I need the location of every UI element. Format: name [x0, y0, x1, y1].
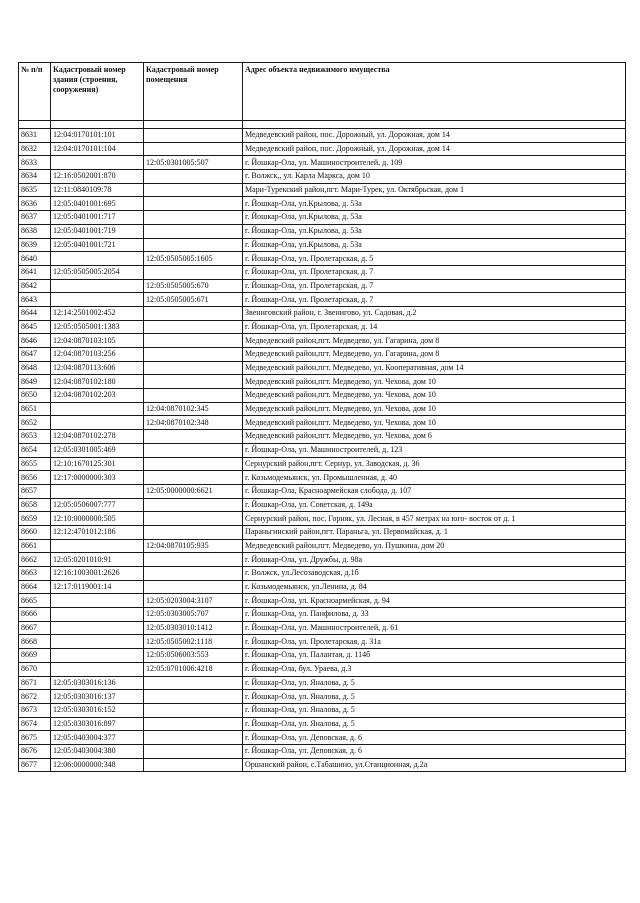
room-cadastral-cell: 12:05:0301005:507 — [144, 156, 243, 170]
address-cell: Медведевский район,пгт. Медведево, ул. Пушкина, дом 20 — [243, 539, 626, 553]
table-row — [19, 334, 626, 348]
building-cadastral-cell: 12:17:0000000:303 — [51, 471, 144, 485]
building-cadastral-cell — [51, 635, 144, 649]
address-cell: г. Йошкар-Ола, ул. Палантая, д. 114б — [243, 649, 626, 663]
table-row — [19, 580, 626, 594]
row-number-cell: 8636 — [19, 197, 51, 211]
room-cadastral-cell — [144, 183, 243, 197]
document-page — [18, 62, 625, 772]
building-cadastral-cell: 12:05:0303016:136 — [51, 676, 144, 690]
address-cell: Звениговский район, г. Звенигово, ул. Садовая, д.2 — [243, 306, 626, 320]
row-number-cell: 8648 — [19, 361, 51, 375]
building-cadastral-cell: 12:16:1003001:2626 — [51, 567, 144, 581]
address-cell: Медведевский район, пос. Дорожный, ул. Дорожная, дом 14 — [243, 129, 626, 143]
room-cadastral-cell: 12:05:0506003:553 — [144, 649, 243, 663]
room-cadastral-cell — [144, 306, 243, 320]
address-cell: г. Йошкар-Ола, ул. Яналова, д. 5 — [243, 703, 626, 717]
room-cadastral-cell — [144, 129, 243, 143]
table-row — [19, 471, 626, 485]
address-cell: г. Йошкар-Ола, ул. Деповская, д. 6 — [243, 731, 626, 745]
row-number-cell: 8677 — [19, 758, 51, 772]
table-row — [19, 457, 626, 471]
row-number-cell: 8637 — [19, 211, 51, 225]
row-number-cell: 8675 — [19, 731, 51, 745]
building-cadastral-cell: 12:05:0303016:897 — [51, 717, 144, 731]
spacer-row — [19, 121, 626, 129]
address-cell: г. Волжск,, ул. Карла Маркса, дом 10 — [243, 170, 626, 184]
room-cadastral-cell — [144, 389, 243, 403]
row-number-cell: 8656 — [19, 471, 51, 485]
address-cell: г. Йошкар-Ола, бул. Ураева, д.3 — [243, 662, 626, 676]
address-cell: Медведевский район,пгт. Медведево, ул. Гагарина, дом 8 — [243, 334, 626, 348]
building-cadastral-cell: 12:04:0870102:180 — [51, 375, 144, 389]
room-cadastral-cell — [144, 320, 243, 334]
row-number-cell: 8662 — [19, 553, 51, 567]
address-cell: Медведевский район,пгт. Медведево, ул. Чехова, дом 10 — [243, 416, 626, 430]
address-cell: г. Йошкар-Ола, ул.Крылова, д. 53а — [243, 238, 626, 252]
row-number-cell: 8640 — [19, 252, 51, 266]
room-cadastral-cell — [144, 553, 243, 567]
room-cadastral-cell: 12:05:0505005:1605 — [144, 252, 243, 266]
address-cell: г. Волжск, ул.Лесозаводская, д.1б — [243, 567, 626, 581]
row-number-cell: 8672 — [19, 690, 51, 704]
address-cell: г. Йошкар-Ола, ул. Машиностроителей, д. 123 — [243, 443, 626, 457]
table-row — [19, 717, 626, 731]
table-row — [19, 703, 626, 717]
building-cadastral-cell: 12:06:0000000:348 — [51, 758, 144, 772]
row-number-cell: 8664 — [19, 580, 51, 594]
table-row — [19, 567, 626, 581]
room-cadastral-cell — [144, 170, 243, 184]
room-cadastral-cell: 12:05:0000000:6621 — [144, 484, 243, 498]
building-cadastral-cell — [51, 156, 144, 170]
room-cadastral-cell: 12:04:0870105:935 — [144, 539, 243, 553]
row-number-cell: 8638 — [19, 224, 51, 238]
row-number-cell: 8668 — [19, 635, 51, 649]
table-row — [19, 306, 626, 320]
table-row — [19, 731, 626, 745]
row-number-cell: 8666 — [19, 608, 51, 622]
table-row — [19, 348, 626, 362]
property-registry-table — [18, 62, 626, 772]
header-address: Адрес объекта недвижимого имущества — [243, 63, 626, 121]
table-header — [19, 63, 626, 121]
address-cell: Медведевский район,пгт. Медведево, ул. Кооперативная, дом 14 — [243, 361, 626, 375]
row-number-cell: 8661 — [19, 539, 51, 553]
row-number-cell: 8631 — [19, 129, 51, 143]
address-cell: г. Йошкар-Ола, ул. Дружбы, д. 98а — [243, 553, 626, 567]
room-cadastral-cell — [144, 731, 243, 745]
row-number-cell: 8663 — [19, 567, 51, 581]
address-cell: Медведевский район,пгт. Медведево, ул. Чехова, дом 6 — [243, 430, 626, 444]
header-row-number: № п/п — [19, 63, 51, 121]
building-cadastral-cell: 12:05:0403004:377 — [51, 731, 144, 745]
room-cadastral-cell: 12:04:0870102:345 — [144, 402, 243, 416]
table-row — [19, 252, 626, 266]
table-row — [19, 224, 626, 238]
address-cell: Медведевский район,пгт. Медведево, ул. Чехова, дом 10 — [243, 375, 626, 389]
address-cell: Медведевский район,пгт. Медведево, ул. Гагарина, дом 8 — [243, 348, 626, 362]
address-cell: г. Йошкар-Ола, ул. Советская, д. 149а — [243, 498, 626, 512]
room-cadastral-cell — [144, 238, 243, 252]
table-row — [19, 170, 626, 184]
building-cadastral-cell — [51, 484, 144, 498]
room-cadastral-cell: 12:05:0505005:671 — [144, 293, 243, 307]
building-cadastral-cell — [51, 662, 144, 676]
room-cadastral-cell: 12:04:0870102:348 — [144, 416, 243, 430]
room-cadastral-cell — [144, 197, 243, 211]
building-cadastral-cell: 12:05:0303016:137 — [51, 690, 144, 704]
address-cell: г. Йошкар-Ола, ул. Пролетарская, д. 7 — [243, 279, 626, 293]
room-cadastral-cell — [144, 142, 243, 156]
row-number-cell: 8655 — [19, 457, 51, 471]
table-row — [19, 443, 626, 457]
table-row — [19, 690, 626, 704]
building-cadastral-cell: 12:10:0000000:505 — [51, 512, 144, 526]
row-number-cell: 8641 — [19, 265, 51, 279]
address-cell: Медведевский район,пгт. Медведево, ул. Чехова, дом 10 — [243, 402, 626, 416]
address-cell: г. Йошкар-Ола, ул. Машиностроителей, д. 109 — [243, 156, 626, 170]
row-number-cell: 8639 — [19, 238, 51, 252]
building-cadastral-cell: 12:05:0403004:380 — [51, 744, 144, 758]
row-number-cell: 8667 — [19, 621, 51, 635]
address-cell: г. Йошкар-Ола, ул. Пролетарская, д. 5 — [243, 252, 626, 266]
spacer-cell — [51, 121, 144, 129]
building-cadastral-cell: 12:05:0303016:152 — [51, 703, 144, 717]
table-row — [19, 320, 626, 334]
table-row — [19, 129, 626, 143]
row-number-cell: 8650 — [19, 389, 51, 403]
room-cadastral-cell — [144, 512, 243, 526]
spacer-cell — [144, 121, 243, 129]
building-cadastral-cell — [51, 539, 144, 553]
room-cadastral-cell — [144, 265, 243, 279]
address-cell: г. Козьмодемьянск, ул. Промышленная, д. 40 — [243, 471, 626, 485]
address-cell: Сернурский район, пос. Горняк, ул. Лесная, в 457 метрах на юго- восток от д. 1 — [243, 512, 626, 526]
row-number-cell: 8659 — [19, 512, 51, 526]
table-row — [19, 361, 626, 375]
room-cadastral-cell: 12:05:0505002:1118 — [144, 635, 243, 649]
row-number-cell: 8673 — [19, 703, 51, 717]
building-cadastral-cell: 12:17:0119001:14 — [51, 580, 144, 594]
row-number-cell: 8651 — [19, 402, 51, 416]
building-cadastral-cell — [51, 608, 144, 622]
room-cadastral-cell — [144, 525, 243, 539]
building-cadastral-cell: 12:05:0505005:2054 — [51, 265, 144, 279]
room-cadastral-cell — [144, 758, 243, 772]
table-row — [19, 758, 626, 772]
address-cell: г. Йошкар-Ола, ул. Яналова, д. 5 — [243, 690, 626, 704]
room-cadastral-cell — [144, 457, 243, 471]
row-number-cell: 8632 — [19, 142, 51, 156]
room-cadastral-cell — [144, 471, 243, 485]
room-cadastral-cell: 12:05:0203004:3107 — [144, 594, 243, 608]
table-row — [19, 594, 626, 608]
row-number-cell: 8654 — [19, 443, 51, 457]
building-cadastral-cell — [51, 293, 144, 307]
room-cadastral-cell — [144, 676, 243, 690]
room-cadastral-cell — [144, 580, 243, 594]
table-row — [19, 293, 626, 307]
row-number-cell: 8660 — [19, 525, 51, 539]
address-cell: г. Йошкар-Ола, ул. Машиностроителей, д. 61 — [243, 621, 626, 635]
room-cadastral-cell — [144, 703, 243, 717]
address-cell: г. Йошкар-Ола, ул. Пролетарская, д. 14 — [243, 320, 626, 334]
table-row — [19, 539, 626, 553]
building-cadastral-cell: 12:05:0505001:1383 — [51, 320, 144, 334]
room-cadastral-cell — [144, 211, 243, 225]
address-cell: г. Йошкар-Ола, ул.Крылова, д. 53а — [243, 211, 626, 225]
room-cadastral-cell: 12:05:0701006:4218 — [144, 662, 243, 676]
address-cell: г. Йошкар-Ола, ул. Пролетарская, д. 31а — [243, 635, 626, 649]
table-row — [19, 744, 626, 758]
row-number-cell: 8669 — [19, 649, 51, 663]
building-cadastral-cell: 12:04:0870102:203 — [51, 389, 144, 403]
building-cadastral-cell: 12:04:0870103:105 — [51, 334, 144, 348]
room-cadastral-cell — [144, 744, 243, 758]
row-number-cell: 8671 — [19, 676, 51, 690]
table-row — [19, 676, 626, 690]
building-cadastral-cell: 12:05:0506007:777 — [51, 498, 144, 512]
room-cadastral-cell — [144, 334, 243, 348]
room-cadastral-cell — [144, 443, 243, 457]
address-cell: Оршанский район, с.Табашино, ул.Станционная, д.2а — [243, 758, 626, 772]
building-cadastral-cell: 12:12:4701012:186 — [51, 525, 144, 539]
table-row — [19, 265, 626, 279]
address-cell: Сернурский район,пгт. Сернур, ул. Заводская, д. 36 — [243, 457, 626, 471]
row-number-cell: 8670 — [19, 662, 51, 676]
building-cadastral-cell: 12:04:0870103:256 — [51, 348, 144, 362]
address-cell: г. Йошкар-Ола, ул. Яналова, д. 5 — [243, 717, 626, 731]
table-row — [19, 402, 626, 416]
building-cadastral-cell: 12:04:0170101:101 — [51, 129, 144, 143]
table-row — [19, 156, 626, 170]
building-cadastral-cell — [51, 416, 144, 430]
row-number-cell: 8657 — [19, 484, 51, 498]
table-row — [19, 389, 626, 403]
room-cadastral-cell — [144, 717, 243, 731]
address-cell: г. Йошкар-Ола, ул. Панфилова, д. 33 — [243, 608, 626, 622]
building-cadastral-cell: 12:05:0401001:695 — [51, 197, 144, 211]
table-row — [19, 608, 626, 622]
table-row — [19, 498, 626, 512]
building-cadastral-cell: 12:14:2501002:452 — [51, 306, 144, 320]
room-cadastral-cell — [144, 361, 243, 375]
address-cell: г. Йошкар-Ола, Красноармейская слобода, д. 107 — [243, 484, 626, 498]
building-cadastral-cell: 12:04:0870113:606 — [51, 361, 144, 375]
room-cadastral-cell — [144, 567, 243, 581]
table-row — [19, 375, 626, 389]
table-row — [19, 279, 626, 293]
row-number-cell: 8676 — [19, 744, 51, 758]
table-row — [19, 649, 626, 663]
building-cadastral-cell: 12:16:0502001:870 — [51, 170, 144, 184]
row-number-cell: 8649 — [19, 375, 51, 389]
building-cadastral-cell: 12:05:0401001:721 — [51, 238, 144, 252]
building-cadastral-cell: 12:05:0201010:91 — [51, 553, 144, 567]
address-cell: г. Козьмодемьянск, ул.Ленина, д. 84 — [243, 580, 626, 594]
table-row — [19, 197, 626, 211]
row-number-cell: 8646 — [19, 334, 51, 348]
row-number-cell: 8634 — [19, 170, 51, 184]
building-cadastral-cell — [51, 649, 144, 663]
row-number-cell: 8635 — [19, 183, 51, 197]
table-row — [19, 621, 626, 635]
table-row — [19, 416, 626, 430]
row-number-cell: 8642 — [19, 279, 51, 293]
row-number-cell: 8652 — [19, 416, 51, 430]
building-cadastral-cell: 12:04:0170101:104 — [51, 142, 144, 156]
room-cadastral-cell — [144, 690, 243, 704]
table-row — [19, 662, 626, 676]
row-number-cell: 8665 — [19, 594, 51, 608]
table-row — [19, 430, 626, 444]
room-cadastral-cell: 12:05:0505005:670 — [144, 279, 243, 293]
building-cadastral-cell — [51, 252, 144, 266]
building-cadastral-cell: 12:11:0840109:78 — [51, 183, 144, 197]
building-cadastral-cell: 12:05:0401001:717 — [51, 211, 144, 225]
address-cell: Медведевский район,пгт. Медведево, ул. Чехова, дом 10 — [243, 389, 626, 403]
building-cadastral-cell: 12:05:0301005:469 — [51, 443, 144, 457]
row-number-cell: 8643 — [19, 293, 51, 307]
building-cadastral-cell — [51, 594, 144, 608]
address-cell: г. Йошкар-Ола, ул. Пролетарская, д. 7 — [243, 293, 626, 307]
address-cell: Медведевский район, пос. Дорожный, ул. Дорожная, дом 14 — [243, 142, 626, 156]
header-room-cadastral: Кадастровый номер помещения — [144, 63, 243, 121]
row-number-cell: 8645 — [19, 320, 51, 334]
room-cadastral-cell — [144, 224, 243, 238]
building-cadastral-cell: 12:04:0870102:278 — [51, 430, 144, 444]
spacer-cell — [243, 121, 626, 129]
table-body — [19, 121, 626, 772]
address-cell: Мари-Турекский район,пгт. Мари-Турек, ул. Октябрьская, дом 1 — [243, 183, 626, 197]
address-cell: Параньгинский район,пгт. Параньга, ул. Первомайская, д. 1 — [243, 525, 626, 539]
room-cadastral-cell — [144, 375, 243, 389]
row-number-cell: 8674 — [19, 717, 51, 731]
table-row — [19, 142, 626, 156]
room-cadastral-cell: 12:05:0303005:707 — [144, 608, 243, 622]
row-number-cell: 8653 — [19, 430, 51, 444]
header-building-cadastral: Кадастровый номер здания (строения, сооружения) — [51, 63, 144, 121]
header-row — [19, 63, 626, 121]
room-cadastral-cell — [144, 348, 243, 362]
table-row — [19, 635, 626, 649]
room-cadastral-cell — [144, 498, 243, 512]
table-row — [19, 525, 626, 539]
table-row — [19, 211, 626, 225]
building-cadastral-cell — [51, 402, 144, 416]
table-row — [19, 484, 626, 498]
table-row — [19, 238, 626, 252]
address-cell: г. Йошкар-Ола, ул. Красноармейская, д. 94 — [243, 594, 626, 608]
row-number-cell: 8658 — [19, 498, 51, 512]
address-cell: г. Йошкар-Ола, ул.Крылова, д. 53а — [243, 197, 626, 211]
address-cell: г. Йошкар-Ола, ул. Деповская, д. 6 — [243, 744, 626, 758]
address-cell: г. Йошкар-Ола, ул. Пролетарская, д. 7 — [243, 265, 626, 279]
room-cadastral-cell: 12:05:0303010:1412 — [144, 621, 243, 635]
table-row — [19, 512, 626, 526]
row-number-cell: 8633 — [19, 156, 51, 170]
row-number-cell: 8644 — [19, 306, 51, 320]
spacer-cell — [19, 121, 51, 129]
table-row — [19, 553, 626, 567]
table-row — [19, 183, 626, 197]
address-cell: г. Йошкар-Ола, ул. Яналова, д. 5 — [243, 676, 626, 690]
building-cadastral-cell: 12:10:1670125:301 — [51, 457, 144, 471]
row-number-cell: 8647 — [19, 348, 51, 362]
building-cadastral-cell — [51, 621, 144, 635]
building-cadastral-cell — [51, 279, 144, 293]
room-cadastral-cell — [144, 430, 243, 444]
address-cell: г. Йошкар-Ола, ул.Крылова, д. 53а — [243, 224, 626, 238]
building-cadastral-cell: 12:05:0401001:719 — [51, 224, 144, 238]
